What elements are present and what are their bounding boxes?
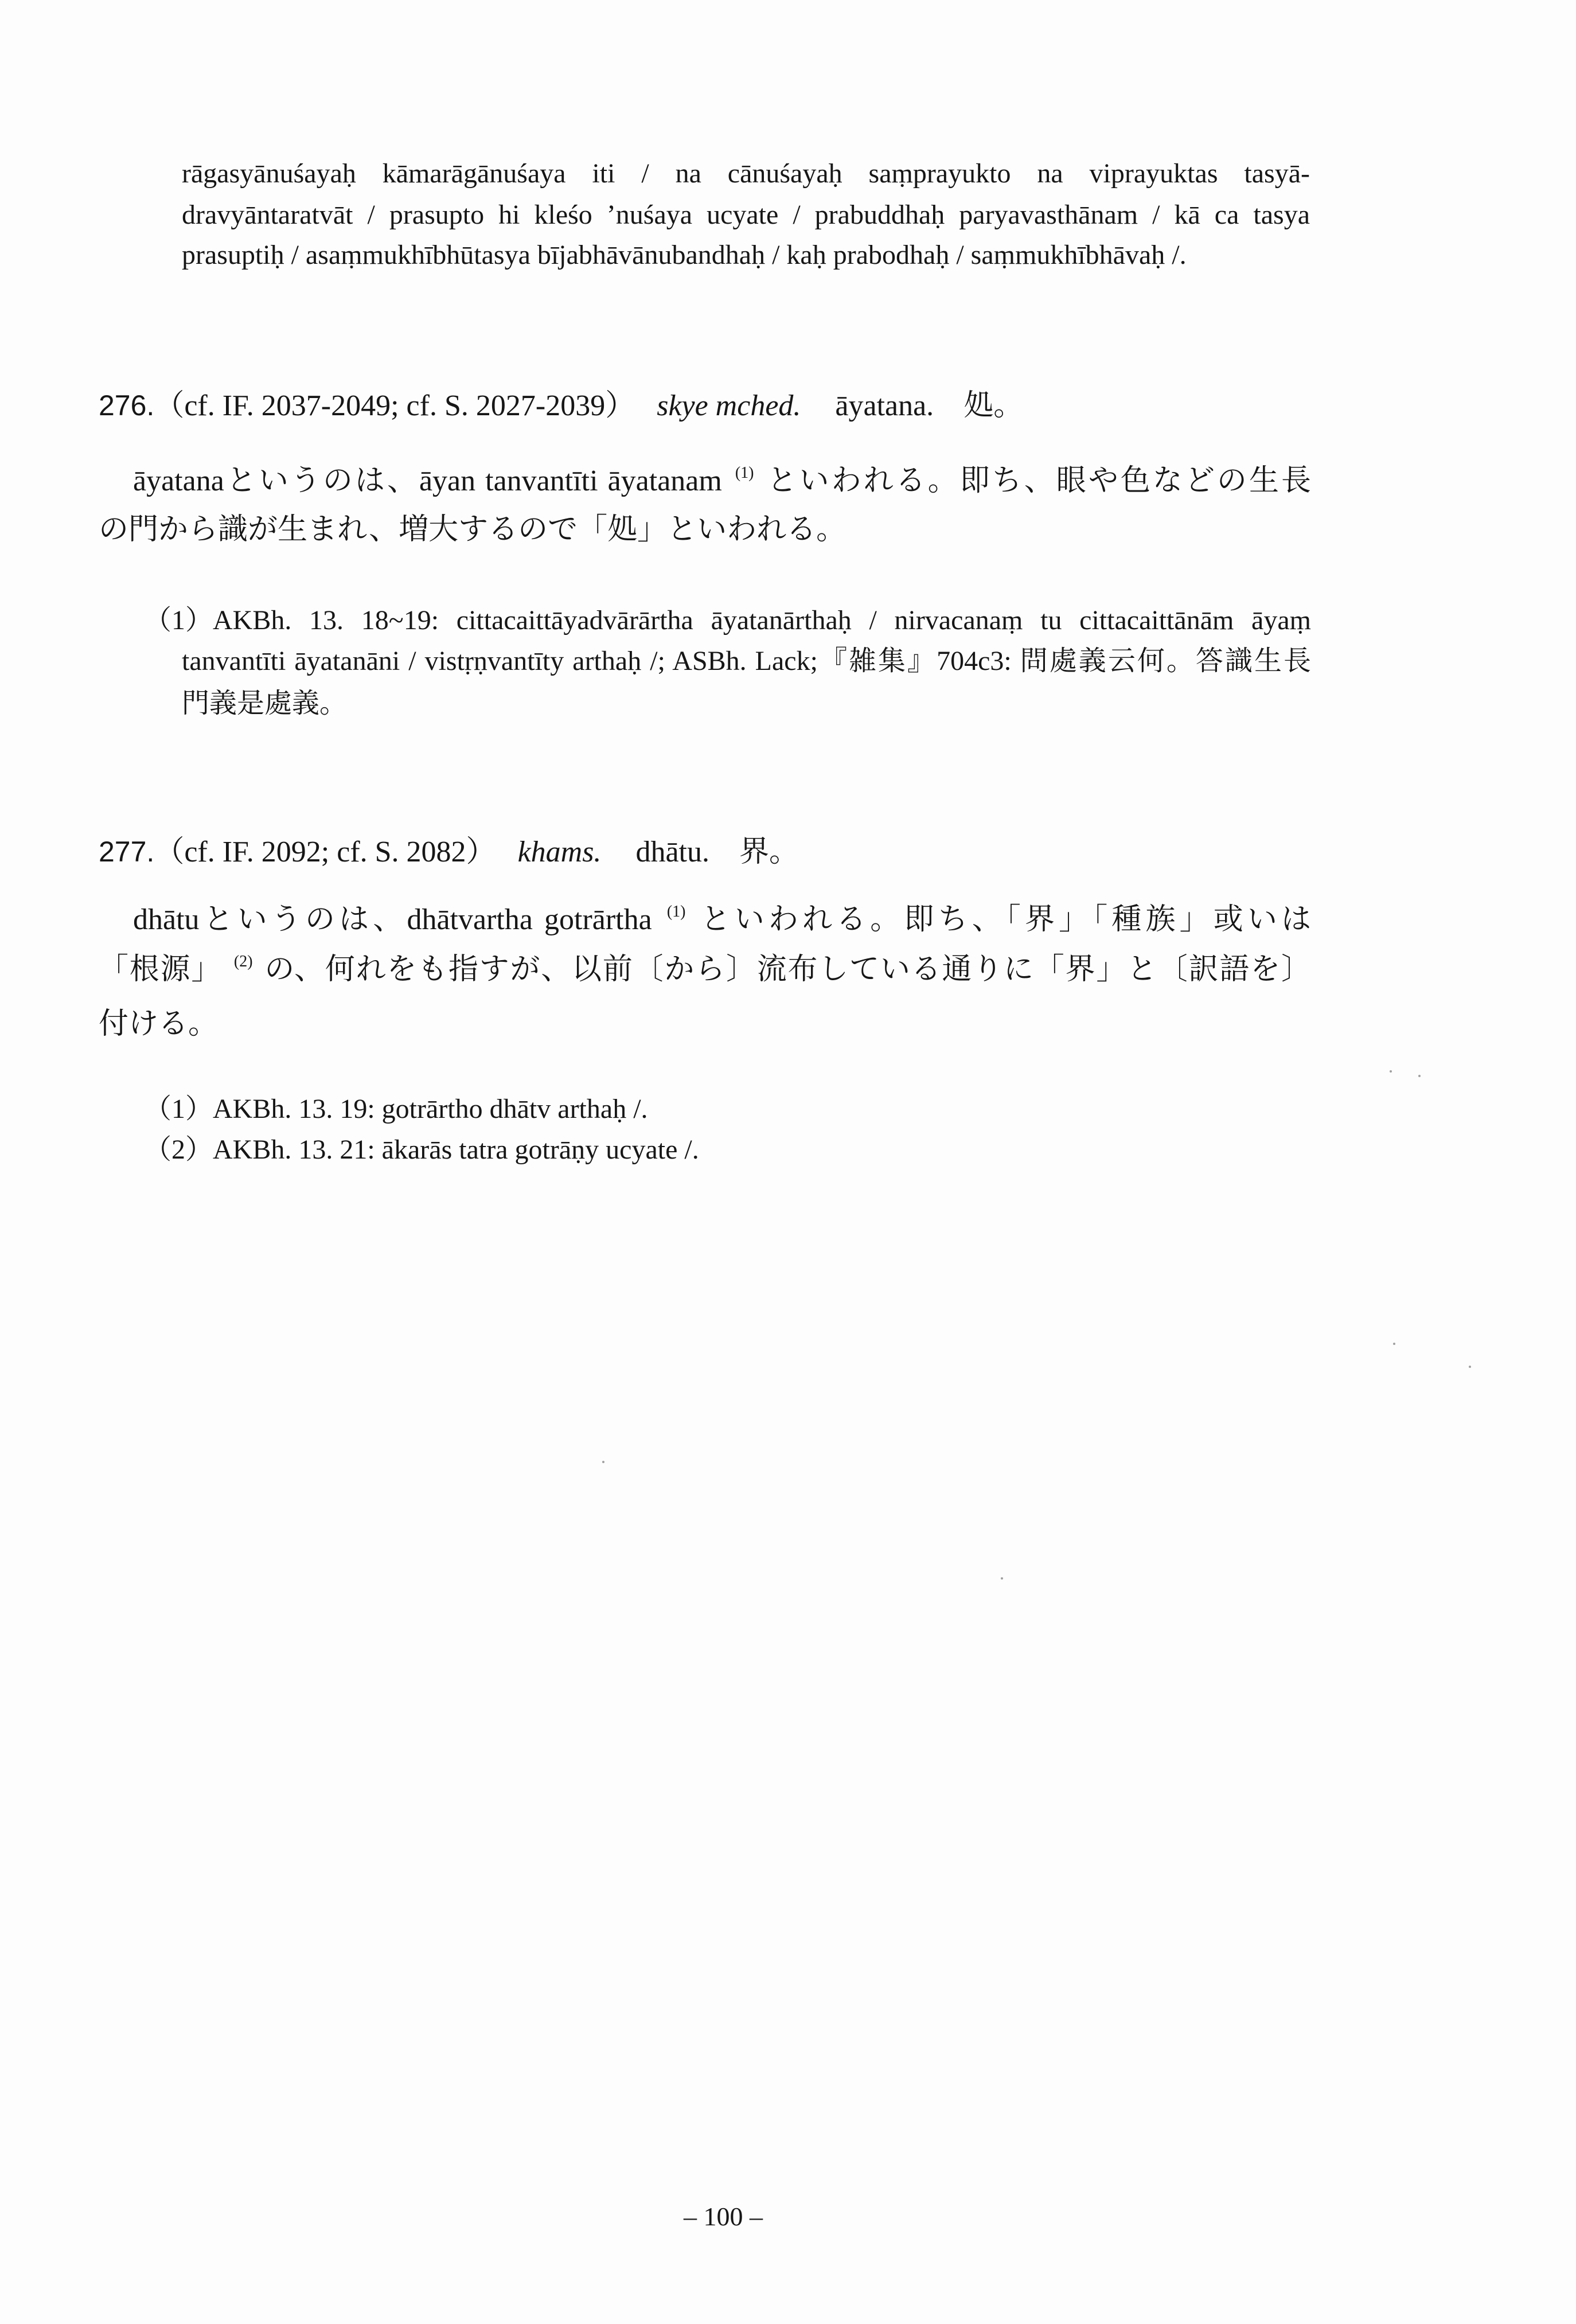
footnote-line	[144, 1130, 1311, 1170]
chinese-term: 界。	[739, 836, 799, 868]
body-line	[99, 506, 1311, 554]
page-number: – 100 –	[684, 2202, 763, 2231]
body-text: といわれる。即ち、「界」「種族」或いは	[700, 903, 1312, 936]
scan-speck	[1001, 1577, 1003, 1580]
sanskrit-term: āyatana.	[835, 389, 934, 422]
footnote-text: AKBh. 13. 21: ākarās tatra gotrāṇy ucyate /.	[213, 1134, 699, 1165]
body-text: といわれる。即ち、眼や色などの生長	[767, 465, 1311, 497]
footnote-marker: （2）	[144, 1134, 213, 1165]
body-text: 「根源」	[99, 953, 223, 986]
footnote-line	[144, 1089, 1311, 1129]
body-line	[99, 1000, 1311, 1048]
entry-number: 276.	[99, 389, 155, 422]
footnote-marker: （1）	[144, 605, 213, 635]
body-text: の、何れをも指すが、以前〔から〕流布している通りに「界」と〔訳語を〕	[264, 953, 1311, 986]
chinese-term: 処。	[963, 389, 1024, 422]
body-text: 付ける。	[99, 1008, 219, 1040]
scan-speck	[1418, 1075, 1421, 1077]
scan-speck	[1469, 1366, 1471, 1368]
body-line	[99, 946, 1311, 994]
body-text: āyatanaというのは、āyan tanvantīti āyatanam	[133, 465, 722, 497]
footnote-text: AKBh. 13. 18~19: cittacaittāyadvārārtha āyatanārthaḥ / nirvacanaṃ tu cittacaittānām āyaṃ	[213, 605, 1311, 635]
quote-line: rāgasyānuśayaḥ kāmarāgānuśaya iti / na cānuśayaḥ saṃprayukto na viprayuktas tasyā-	[182, 158, 1310, 189]
footnote-text: AKBh. 13. 19: gotrārtho dhātv arthaḥ /.	[213, 1094, 648, 1124]
entry-reference: （cf. IF. 2037-2049; cf. S. 2027-2039）	[154, 389, 635, 422]
body-text: dhātuというのは、dhātvartha gotrārtha	[133, 903, 652, 936]
footnote-marker: （1）	[144, 1094, 213, 1124]
scan-speck	[602, 1461, 604, 1463]
body-text: の門から識が生まれ、増大するので「処」といわれる。	[99, 513, 846, 546]
quote-line: prasuptiḥ / asaṃmukhībhūtasya bījabhāvānubandhaḥ / kaḥ prabodhaḥ / saṃmukhībhāvaḥ /.	[182, 240, 1187, 270]
entry-heading	[99, 385, 1023, 426]
quote-line: dravyāntaratvāt / prasupto hi kleśo ’nuśaya ucyate / prabuddhaḥ paryavasthānam / kā ca tasya	[182, 200, 1310, 230]
entry-number: 277.	[99, 836, 155, 868]
sanskrit-term: dhātu.	[635, 836, 709, 868]
footnote-ref: (1)	[735, 464, 754, 482]
tibetan-term: skye mched.	[657, 389, 801, 422]
footnote-ref: (1)	[666, 903, 686, 921]
tibetan-term: khams.	[517, 836, 602, 868]
body-line	[133, 457, 1311, 505]
footnote-line	[144, 601, 1311, 641]
entry-heading	[99, 832, 799, 872]
footnote-ref: (2)	[233, 953, 253, 970]
entry-reference: （cf. IF. 2092; cf. S. 2082）	[154, 836, 496, 868]
footnote-line: 門義是處義。	[182, 688, 348, 719]
scan-speck	[1390, 1070, 1392, 1073]
scan-speck	[1393, 1343, 1395, 1345]
footnote-line: tanvantīti āyatanāni / vistṛṇvantīty arthaḥ /; ASBh. Lack;『雑集』704c3: 問處義云何。答識生長	[182, 646, 1311, 676]
body-line	[133, 896, 1311, 944]
